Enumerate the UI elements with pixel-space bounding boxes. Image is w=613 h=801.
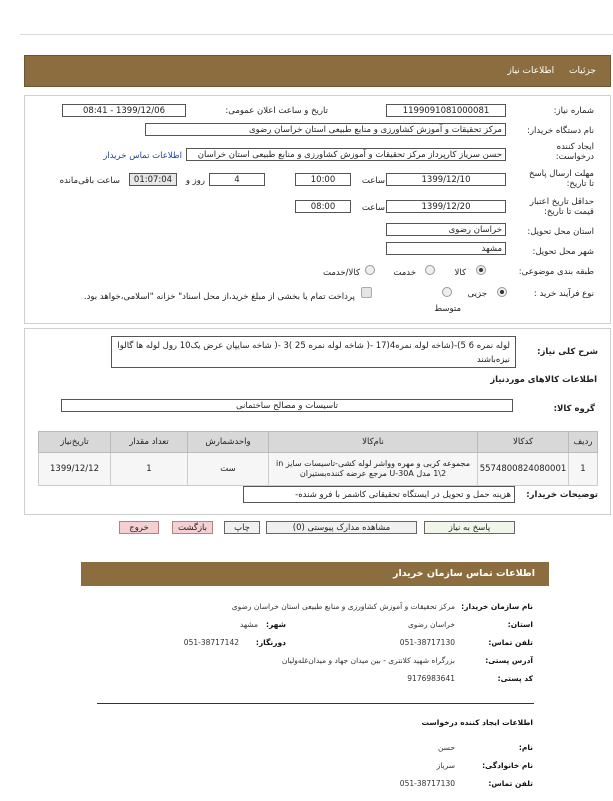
- contact-province-value: خراسان رضوی: [407, 620, 455, 629]
- notes-field: هزینه حمل و تحویل در ایستگاه تحقیقاتی کاشمر با فرو شنده-: [243, 486, 515, 503]
- group-label: گروه کالا:: [553, 404, 595, 414]
- reply-button[interactable]: پاسخ به نیاز: [424, 521, 515, 534]
- page-header: [24, 55, 611, 87]
- announce-field: 1399/12/06 - 08:41: [62, 104, 186, 117]
- cell-row: 1: [569, 453, 598, 486]
- exit-button[interactable]: خروج: [119, 521, 159, 534]
- buyer-org-field: مرکز تحقیقات و آموزش کشاورزی و منابع طبیعی استان خراسان رضوی: [145, 123, 506, 136]
- radio-goods[interactable]: [476, 265, 486, 275]
- buyer-contact-link[interactable]: اطلاعات تماس خریدار: [103, 151, 182, 161]
- remaining-label: ساعت باقی‌مانده: [59, 176, 120, 186]
- tab-details[interactable]: جزئیات: [569, 66, 596, 76]
- need-number-label: شماره نیاز:: [553, 106, 594, 116]
- treasury-checkbox[interactable]: [361, 287, 372, 298]
- contact-postal-value: 9176983641: [407, 674, 455, 683]
- deadline-time-field: 10:00: [295, 173, 351, 186]
- creator-info-title: اطلاعات ایجاد کننده درخواست: [421, 718, 533, 727]
- contact-phone-value: 051-38717130: [399, 638, 455, 647]
- validity-label: حداقل تاریخ اعتبار قیمت تا تاریخ:: [529, 197, 594, 217]
- city-label: شهر محل تحویل:: [532, 247, 594, 257]
- buyer-org-label: نام دستگاه خریدار:: [527, 126, 594, 136]
- radio-medium[interactable]: [442, 287, 452, 297]
- category-label: طبقه بندی موضوعی:: [518, 267, 594, 277]
- days-label: روز و: [185, 176, 205, 186]
- cell-date: 1399/12/12: [39, 453, 111, 486]
- remaining-time-field: 01:07:04: [129, 173, 177, 186]
- creator-field: حسن سریاز کارپرداز مرکز تحقیقات و آموزش کشاورزی و منابع طبیعی استان خراسان: [186, 148, 506, 161]
- goods-info-title: اطلاعات کالاهای موردنیاز: [490, 375, 597, 385]
- contact-divider: [97, 703, 534, 704]
- contact-postal-label: کد پستی:: [497, 674, 533, 683]
- tab-need-info[interactable]: اطلاعات نیاز: [507, 66, 555, 76]
- contact-address-value: بزرگراه شهید کلانتری - بین میدان جهاد و میدان‌غله‌ولیان: [281, 656, 455, 665]
- creator-family-label: نام خانوادگی:: [482, 761, 533, 770]
- creator-phone-value: 051-38717130: [399, 779, 455, 788]
- creator-name-value: حسن: [437, 743, 455, 752]
- notes-label: توضیحات خریدار:: [526, 490, 598, 500]
- contact-city-label: شهر:: [266, 620, 286, 629]
- creator-family-value: سریاز: [436, 761, 455, 770]
- col-code: کدکالا: [478, 432, 569, 453]
- col-row: ردیف: [569, 432, 598, 453]
- contact-org-label: نام سازمان خریدار:: [461, 602, 533, 611]
- top-divider: [20, 34, 613, 35]
- contact-org-value: مرکز تحقیقات و آموزش کشاورزی و منابع طبیعی استان خراسان رضوی: [231, 602, 455, 611]
- contact-title: اطلاعات تماس سازمان خریدار: [392, 568, 535, 579]
- contact-city-value: مشهد: [239, 620, 258, 629]
- province-label: استان محل تحویل:: [527, 227, 594, 237]
- cell-unit: ست: [188, 453, 269, 486]
- col-unit: واحدشمارش: [188, 432, 269, 453]
- print-button[interactable]: چاپ: [224, 521, 260, 534]
- view-docs-button[interactable]: مشاهده مدارک پیوستی (0): [266, 521, 417, 534]
- summary-text: لوله نمره 6 5)-(شاخه لوله نمره4(17 -( شاخه لوله نمره 25 )3 -( شاخه سایپان عرض یک10 رول لوله ها گالوا نیزه‌باشند: [111, 336, 516, 368]
- table-row: [39, 453, 598, 486]
- goods-table: [38, 431, 598, 486]
- days-field: 4: [209, 173, 265, 186]
- deadline-time-label: ساعت: [361, 176, 385, 186]
- col-name: نام‌کالا: [269, 432, 478, 453]
- validity-date-field: 1399/12/20: [386, 200, 506, 213]
- need-number-field: 1199091081000081: [386, 104, 506, 117]
- contact-fax-label: دورنگار:: [255, 638, 286, 647]
- announce-label: تاریخ و ساعت اعلان عمومی:: [225, 106, 328, 116]
- creator-label: ایجاد کننده درخواست:: [555, 142, 594, 162]
- radio-goods-service[interactable]: [365, 265, 375, 275]
- radio-partial-label: جزیی: [467, 289, 487, 299]
- cell-name: مجموعه کربی و مهره وواشر لوله کشی-تاسیسات سایز in 1\2 مدل U-30A مرجع عرضه کننده‌بستیران: [269, 453, 478, 486]
- contact-address-label: آدرس پستی:: [485, 656, 533, 665]
- payment-note: پرداخت تمام یا بخشی از مبلغ خرید،از محل اسناد" خزانه "اسلامی،خواهد بود.: [83, 292, 355, 302]
- radio-service[interactable]: [425, 265, 435, 275]
- contact-phone-label: تلفن تماس:: [488, 638, 533, 647]
- radio-goods-service-label: کالا/خدمت: [323, 268, 360, 278]
- col-qty: تعداد مقدار: [111, 432, 188, 453]
- deadline-date-field: 1399/12/10: [386, 173, 506, 186]
- creator-phone-label: تلفن تماس:: [488, 779, 533, 788]
- cell-code: 5574800824080001: [478, 453, 569, 486]
- col-date: تاریخ‌نیاز: [39, 432, 111, 453]
- deadline-label: مهلت ارسال پاسخ تا تاریخ:: [529, 169, 594, 189]
- radio-goods-label: کالا: [454, 268, 466, 278]
- city-field: مشهد: [386, 242, 506, 255]
- radio-service-label: خدمت: [393, 268, 416, 278]
- creator-name-label: نام:: [518, 743, 533, 752]
- radio-partial[interactable]: [497, 287, 507, 297]
- cell-qty: 1: [111, 453, 188, 486]
- contact-fax-value: 051-38717142: [183, 638, 239, 647]
- summary-label: شرح کلی نیاز:: [537, 347, 598, 357]
- radio-medium-label: متوسط: [434, 304, 461, 314]
- contact-province-label: استان:: [507, 620, 533, 629]
- contact-header: [81, 562, 549, 586]
- back-button[interactable]: بازگشت: [172, 521, 213, 534]
- province-field: خراسان رضوی: [386, 223, 506, 236]
- process-label: نوع فرآیند خرید :: [533, 289, 594, 299]
- validity-time-field: 08:00: [295, 200, 351, 213]
- validity-time-label: ساعت: [361, 203, 385, 213]
- group-field: تاسیسات و مصالح ساختمانی: [61, 399, 513, 412]
